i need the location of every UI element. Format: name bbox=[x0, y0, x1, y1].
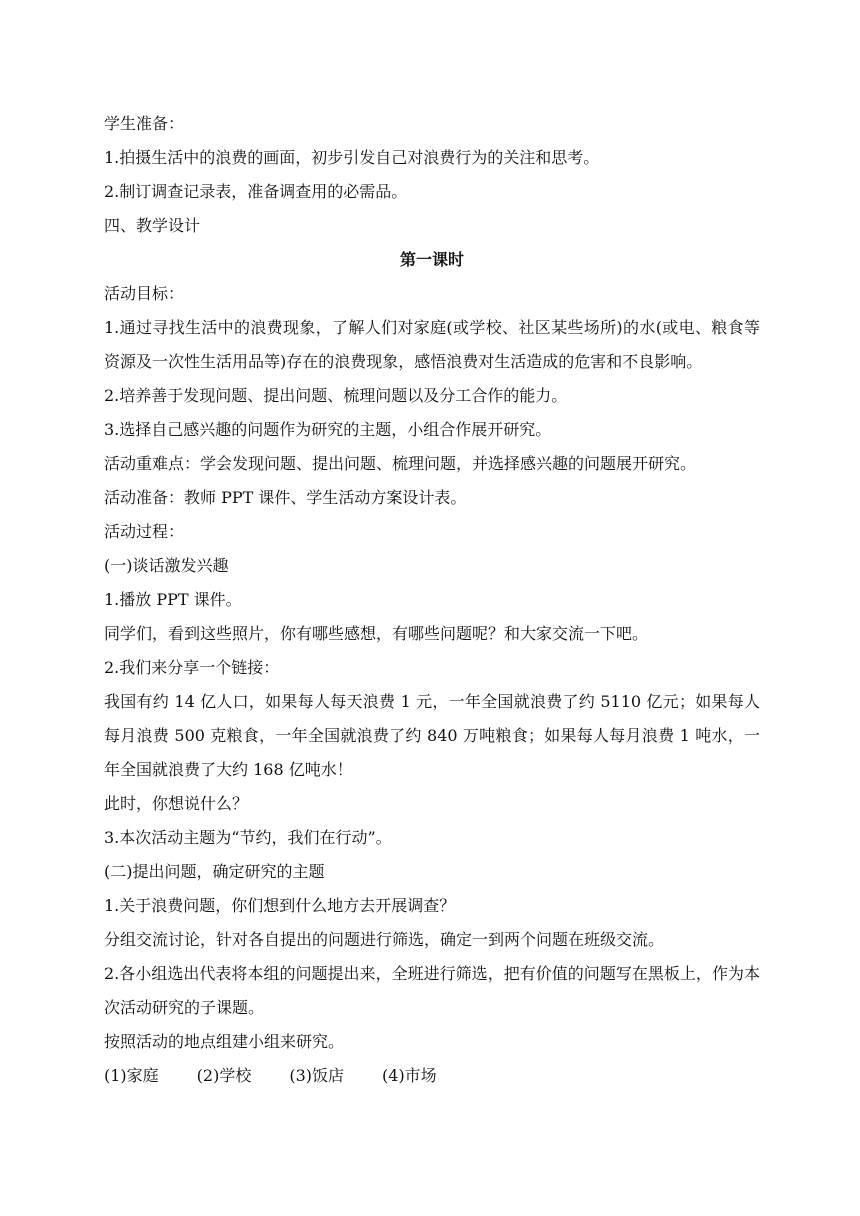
lesson-title: 第一课时 bbox=[399, 250, 464, 269]
option-school: (2)学校 bbox=[196, 1066, 252, 1085]
process-step-1-item-1: 1.播放 PPT 课件。 bbox=[104, 590, 242, 609]
activity-goal-1: 1.通过寻找生活中的浪费现象，了解人们对家庭(或学校、社区某些场所)的水(或电、粮食等资源及一次性生活用品等)存在的浪费现象，感悟浪费对生活造成的危害和不良影响。 bbox=[104, 318, 760, 371]
option-restaurant: (3)饭店 bbox=[289, 1066, 345, 1085]
student-prep-heading: 学生准备： bbox=[104, 114, 185, 133]
process-step-2-text-1: 分组交流讨论，针对各自提出的问题进行筛选，确定一到两个问题在班级交流。 bbox=[104, 930, 665, 949]
process-step-1-prompt: 此时，你想说什么？ bbox=[104, 794, 249, 813]
option-home: (1)家庭 bbox=[104, 1066, 159, 1085]
process-step-2-item-1: 1.关于浪费问题，你们想到什么地方去开展调查？ bbox=[104, 896, 456, 915]
group-location-options bbox=[104, 1059, 760, 1093]
process-step-1-item-2: 2.我们来分享一个链接： bbox=[104, 658, 280, 677]
activity-key-points: 活动重难点：学会发现问题、提出问题、梳理问题，并选择感兴趣的问题展开研究。 bbox=[104, 454, 697, 473]
activity-goal-3: 3.选择自己感兴趣的问题作为研究的主题，小组合作展开研究。 bbox=[104, 420, 552, 439]
option-market: (4)市场 bbox=[382, 1066, 437, 1085]
process-step-1-heading: (一)谈话激发兴趣 bbox=[104, 556, 229, 575]
process-step-1-text-1: 同学们，看到这些照片，你有哪些感想，有哪些问题呢？和大家交流一下吧。 bbox=[104, 624, 649, 643]
process-step-2-heading: (二)提出问题，确定研究的主题 bbox=[104, 862, 325, 881]
activity-goal-2: 2.培养善于发现问题、提出问题、梳理问题以及分工合作的能力。 bbox=[104, 386, 568, 405]
student-prep-item-2: 2.制订调查记录表，准备调查用的必需品。 bbox=[104, 182, 408, 201]
process-step-2-text-2: 按照活动的地点组建小组来研究。 bbox=[104, 1032, 345, 1051]
process-step-1-item-3: 3.本次活动主题为“节约，我们在行动”。 bbox=[104, 828, 392, 847]
activity-process-heading: 活动过程： bbox=[104, 522, 185, 541]
waste-statistics-paragraph: 我国有约 14 亿人口，如果每人每天浪费 1 元，一年全国就浪费了约 5110 亿元；如果每人每月浪费 500 克粮食，一年全国就浪费了约 840 万吨粮食；如果每人每月浪费 1 吨水，一年全国就浪费了大约 168 亿吨水！ bbox=[104, 692, 760, 779]
process-step-2-item-2: 2.各小组选出代表将本组的问题提出来，全班进行筛选，把有价值的问题写在黑板上，作为本次活动研究的子课题。 bbox=[104, 964, 760, 1017]
activity-preparation: 活动准备：教师 PPT 课件、学生活动方案设计表。 bbox=[104, 488, 467, 507]
student-prep-item-1: 1.拍摄生活中的浪费的画面，初步引发自己对浪费行为的关注和思考。 bbox=[104, 148, 600, 167]
activity-goals-heading: 活动目标： bbox=[104, 284, 185, 303]
document-body bbox=[104, 107, 760, 1093]
section-heading-teaching-design: 四、教学设计 bbox=[104, 216, 201, 235]
